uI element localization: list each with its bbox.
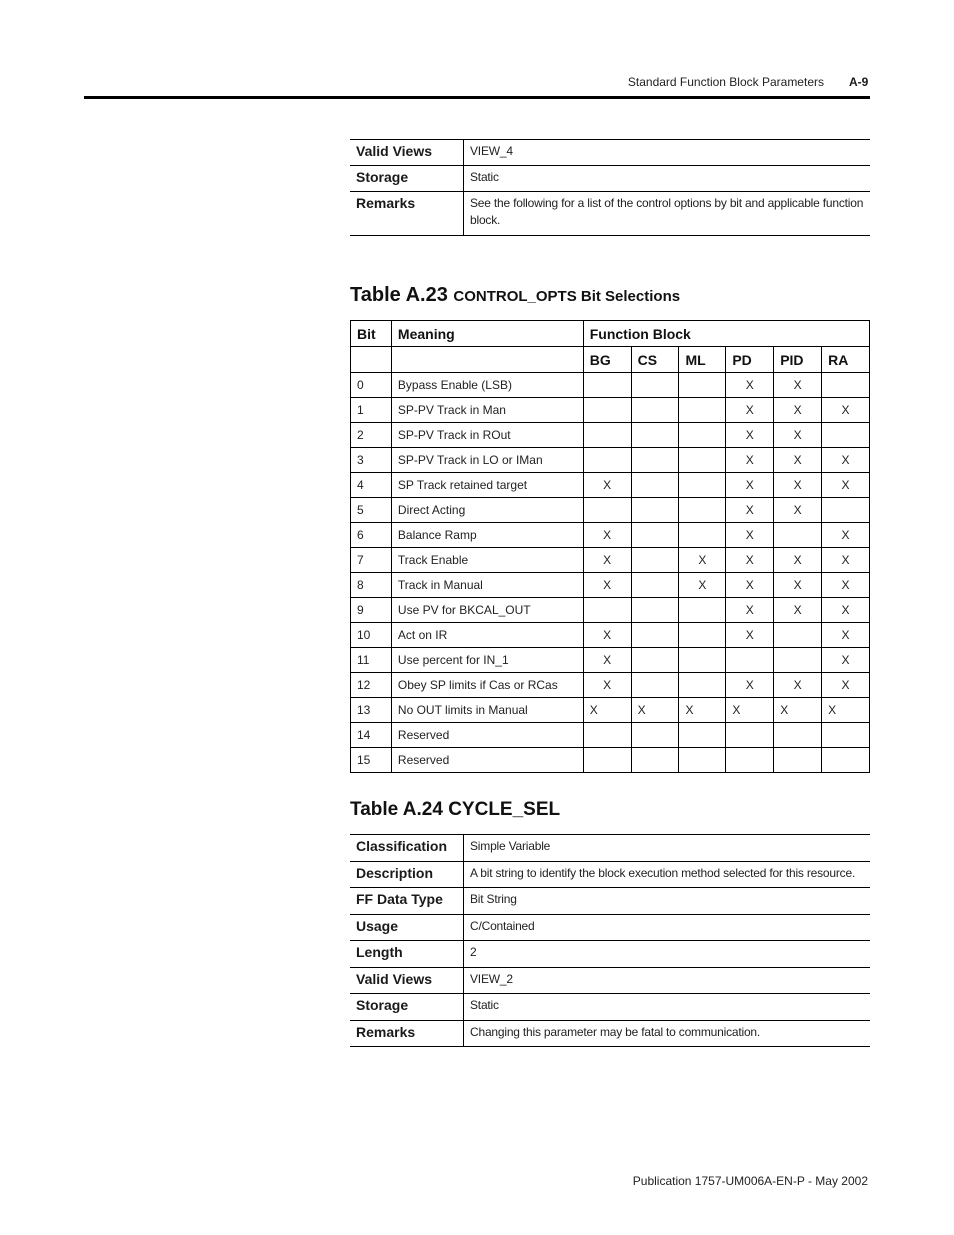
bit-row (351, 673, 870, 698)
cycle-sel-table (350, 834, 870, 1047)
block-mark-pd: X (726, 573, 774, 598)
block-mark-bg (583, 423, 631, 448)
block-mark-pid: X (774, 448, 822, 473)
bit-row (351, 573, 870, 598)
param-row (350, 166, 870, 192)
block-mark-cs (631, 748, 679, 773)
param-row (350, 941, 870, 968)
param-value: C/Contained (470, 918, 535, 933)
block-mark-ml (679, 398, 726, 423)
bit-row (351, 448, 870, 473)
block-mark-pd: X (726, 673, 774, 698)
param-key: Usage (350, 914, 464, 941)
bit-number: 15 (351, 748, 392, 773)
bit-table-header-row (351, 321, 870, 347)
block-mark-ml: X (679, 548, 726, 573)
running-header-title: Standard Function Block Parameters (627, 75, 824, 89)
block-mark-pd: X (726, 623, 774, 648)
block-mark-cs (631, 548, 679, 573)
param-row (350, 888, 870, 915)
block-mark-ml (679, 673, 726, 698)
bit-row (351, 698, 870, 723)
bit-meaning: Direct Acting (391, 498, 583, 523)
block-mark-ra: X (822, 523, 870, 548)
block-mark-bg: X (583, 573, 631, 598)
block-mark-ml (679, 523, 726, 548)
block-mark-cs (631, 573, 679, 598)
block-mark-pid (774, 623, 822, 648)
bit-meaning: SP Track retained target (391, 473, 583, 498)
param-value: Static (470, 998, 499, 1012)
block-mark-ml (679, 473, 726, 498)
block-mark-cs (631, 398, 679, 423)
block-mark-pid: X (774, 698, 822, 723)
bit-row (351, 598, 870, 623)
block-mark-cs (631, 423, 679, 448)
block-mark-pid: X (774, 373, 822, 398)
block-mark-pid: X (774, 398, 822, 423)
block-mark-bg (583, 723, 631, 748)
param-row (350, 835, 870, 862)
table-a23-title-rest: CONTROL_OPTS Bit Selections (453, 288, 681, 305)
block-mark-bg: X (583, 648, 631, 673)
block-mark-pd: X (726, 448, 774, 473)
block-mark-cs (631, 723, 679, 748)
block-mark-ml (679, 498, 726, 523)
block-mark-ra: X (822, 623, 870, 648)
block-mark-ml (679, 723, 726, 748)
block-mark-bg: X (583, 548, 631, 573)
bit-row (351, 548, 870, 573)
param-value: A bit string to identify the block execution method selected for this resource. (470, 865, 856, 880)
block-mark-ra (822, 498, 870, 523)
bit-table-subheader-row (351, 347, 870, 373)
param-row (350, 914, 870, 941)
table-a23-title-prefix: Table A.23 (350, 284, 448, 306)
bit-row (351, 423, 870, 448)
table-a23-title (350, 284, 680, 307)
bit-row (351, 498, 870, 523)
bit-meaning: Bypass Enable (LSB) (391, 373, 583, 398)
block-mark-ra: X (822, 548, 870, 573)
param-key: Classification (350, 835, 464, 862)
block-header-ra: RA (822, 347, 870, 373)
bit-number: 2 (351, 423, 392, 448)
bit-number: 13 (351, 698, 392, 723)
block-mark-ra: X (822, 448, 870, 473)
param-key: Length (350, 941, 464, 968)
block-mark-cs (631, 498, 679, 523)
block-mark-ra (822, 373, 870, 398)
block-mark-ra (822, 423, 870, 448)
block-mark-pid: X (774, 473, 822, 498)
block-mark-ra (822, 723, 870, 748)
block-mark-ra (822, 748, 870, 773)
param-key: Valid Views (350, 967, 464, 994)
bit-meaning: Reserved (391, 723, 583, 748)
block-mark-bg (583, 448, 631, 473)
block-mark-ra: X (822, 398, 870, 423)
bit-number: 3 (351, 448, 392, 473)
param-row (350, 861, 870, 888)
table-a24-title: Table A.24 CYCLE_SEL (350, 799, 561, 820)
bit-number: 1 (351, 398, 392, 423)
param-row (350, 967, 870, 994)
block-mark-bg: X (583, 673, 631, 698)
block-mark-cs: X (631, 698, 679, 723)
block-mark-bg (583, 748, 631, 773)
bit-meaning: Reserved (391, 748, 583, 773)
block-mark-pid: X (774, 673, 822, 698)
param-key: Storage (350, 166, 464, 192)
block-mark-ra: X (822, 573, 870, 598)
bit-meaning: SP-PV Track in LO or IMan (391, 448, 583, 473)
block-mark-ra: X (822, 648, 870, 673)
block-mark-pd (726, 648, 774, 673)
block-mark-bg (583, 498, 631, 523)
block-mark-pid: X (774, 548, 822, 573)
bit-number: 9 (351, 598, 392, 623)
block-header-pid: PID (774, 347, 822, 373)
bit-number: 0 (351, 373, 392, 398)
bit-column-header: Bit (351, 321, 392, 347)
bit-meaning: Use percent for IN_1 (391, 648, 583, 673)
bit-meaning: SP-PV Track in ROut (391, 423, 583, 448)
param-value: Simple Variable (470, 839, 551, 853)
block-mark-pid (774, 523, 822, 548)
block-mark-bg: X (583, 523, 631, 548)
block-mark-ra: X (822, 598, 870, 623)
block-mark-bg (583, 373, 631, 398)
empty-header-cell (351, 347, 392, 373)
param-value: 2 (470, 945, 477, 959)
block-mark-cs (631, 473, 679, 498)
page-number: A-9 (849, 75, 869, 89)
block-mark-cs (631, 673, 679, 698)
param-key: Storage (350, 994, 464, 1021)
block-mark-pd: X (726, 373, 774, 398)
bit-number: 14 (351, 723, 392, 748)
bit-meaning: Obey SP limits if Cas or RCas (391, 673, 583, 698)
block-mark-pd (726, 748, 774, 773)
block-header-ml: ML (679, 347, 726, 373)
bit-number: 11 (351, 648, 392, 673)
param-key: FF Data Type (350, 888, 464, 915)
block-mark-pd: X (726, 548, 774, 573)
bit-number: 10 (351, 623, 392, 648)
block-mark-pid: X (774, 573, 822, 598)
bit-row (351, 523, 870, 548)
function-block-column-header: Function Block (583, 321, 869, 347)
bit-row (351, 748, 870, 773)
param-row (350, 140, 870, 166)
bit-number: 7 (351, 548, 392, 573)
bit-number: 8 (351, 573, 392, 598)
publication-footer: Publication 1757-UM006A-EN-P - May 2002 (632, 1174, 868, 1188)
block-mark-ml (679, 598, 726, 623)
block-mark-pd: X (726, 423, 774, 448)
bit-row (351, 623, 870, 648)
block-mark-pid (774, 748, 822, 773)
bit-meaning: Act on IR (391, 623, 583, 648)
block-mark-ra: X (822, 673, 870, 698)
block-mark-pid (774, 648, 822, 673)
param-value: Bit String (470, 892, 517, 906)
meaning-column-header: Meaning (391, 321, 583, 347)
block-mark-ml (679, 448, 726, 473)
param-row (350, 1020, 870, 1047)
block-mark-ra: X (822, 473, 870, 498)
param-row (350, 994, 870, 1021)
block-mark-pid: X (774, 423, 822, 448)
param-key: Description (350, 861, 464, 888)
block-mark-ml: X (679, 698, 726, 723)
block-mark-cs (631, 373, 679, 398)
block-mark-bg (583, 398, 631, 423)
bit-number: 4 (351, 473, 392, 498)
block-mark-bg (583, 598, 631, 623)
bit-number: 6 (351, 523, 392, 548)
block-mark-cs (631, 623, 679, 648)
block-mark-pd: X (726, 398, 774, 423)
block-mark-bg: X (583, 623, 631, 648)
block-mark-ml (679, 748, 726, 773)
block-mark-pd: X (726, 473, 774, 498)
bit-number: 5 (351, 498, 392, 523)
bit-number: 12 (351, 673, 392, 698)
block-mark-pd: X (726, 598, 774, 623)
bit-row (351, 723, 870, 748)
param-key: Valid Views (350, 140, 464, 166)
block-mark-cs (631, 598, 679, 623)
block-mark-pid: X (774, 498, 822, 523)
block-header-pd: PD (726, 347, 774, 373)
param-key: Remarks (350, 192, 464, 236)
block-mark-ra: X (822, 698, 870, 723)
block-mark-ml (679, 623, 726, 648)
bit-meaning: Use PV for BKCAL_OUT (391, 598, 583, 623)
bit-meaning: No OUT limits in Manual (391, 698, 583, 723)
bit-meaning: Balance Ramp (391, 523, 583, 548)
param-value: VIEW_2 (470, 971, 513, 986)
param-value: Changing this parameter may be fatal to communication. (470, 1024, 761, 1039)
param-key: Remarks (350, 1020, 464, 1047)
block-mark-pd (726, 723, 774, 748)
block-mark-bg: X (583, 698, 631, 723)
empty-header-cell (391, 347, 583, 373)
bit-row (351, 648, 870, 673)
block-header-bg: BG (583, 347, 631, 373)
block-mark-cs (631, 523, 679, 548)
block-mark-pd: X (726, 523, 774, 548)
block-mark-pid (774, 723, 822, 748)
block-mark-cs (631, 448, 679, 473)
param-row (350, 192, 870, 236)
bit-row (351, 398, 870, 423)
block-mark-pid: X (774, 598, 822, 623)
bit-meaning: Track Enable (391, 548, 583, 573)
block-mark-ml (679, 373, 726, 398)
block-mark-pd: X (726, 498, 774, 523)
bit-row (351, 473, 870, 498)
param-value: Static (470, 170, 499, 184)
block-mark-ml: X (679, 573, 726, 598)
block-mark-ml (679, 423, 726, 448)
param-value: VIEW_4 (470, 144, 513, 158)
block-mark-cs (631, 648, 679, 673)
block-mark-pd: X (726, 698, 774, 723)
bit-meaning: Track in Manual (391, 573, 583, 598)
param-value: See the following for a list of the control options by bit and applicable function block. (470, 196, 864, 227)
continued-parameter-table (350, 139, 870, 236)
bit-row (351, 373, 870, 398)
block-header-cs: CS (631, 347, 679, 373)
block-mark-bg: X (583, 473, 631, 498)
block-mark-ml (679, 648, 726, 673)
header-rule (84, 96, 870, 99)
bit-meaning: SP-PV Track in Man (391, 398, 583, 423)
control-opts-bit-table (350, 320, 870, 773)
